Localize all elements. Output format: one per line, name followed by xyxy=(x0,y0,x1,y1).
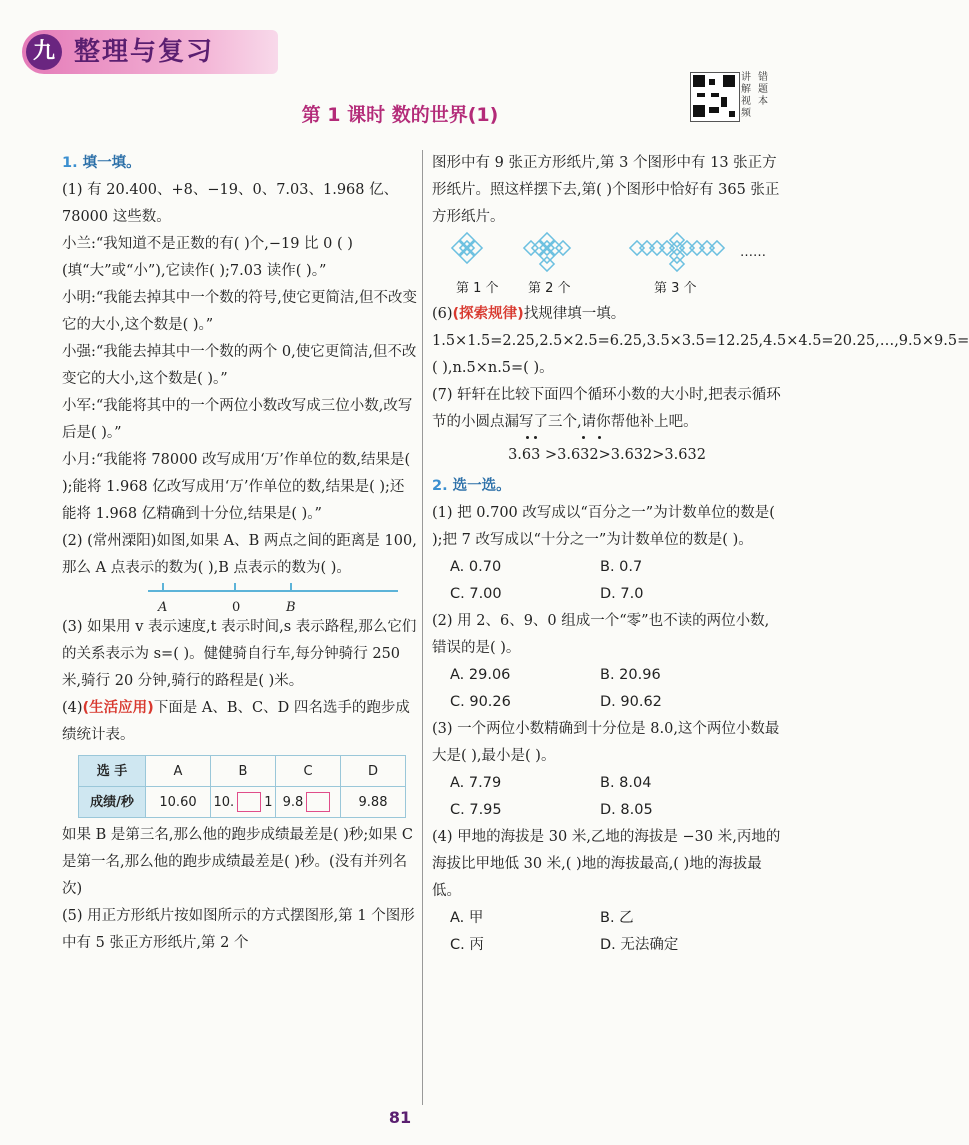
figure-label-3: 第 3 个 xyxy=(654,281,697,296)
option-c[interactable]: C. 丙 xyxy=(450,937,484,953)
part7-expression: 3.63 >3.632>3.632>3.632 xyxy=(508,447,706,463)
column-divider xyxy=(422,150,423,1105)
part7: (7) 轩轩在比较下面四个循环小数的大小时,把表示循环节的小圆点漏写了三个,请你帮他补上吧。 xyxy=(432,387,781,430)
square-pattern-figure xyxy=(432,231,782,275)
label-a: A xyxy=(158,600,168,615)
option-a[interactable]: A. 甲 xyxy=(450,910,484,926)
part6-text: 找规律填一填。 xyxy=(523,306,626,322)
header-player: 选 手 xyxy=(79,756,146,787)
q1-part4 xyxy=(62,695,417,749)
header-score: 成绩/秒 xyxy=(79,787,146,818)
q1-part4-question: 如果 B 是第三名,那么他的跑步成绩最差是( )秒;如果 C 是第一名,那么他的跑步成绩最差是( )秒。(没有并列名次) xyxy=(62,827,413,897)
part4-tag: (生活应用) xyxy=(82,700,154,716)
option-d[interactable]: D. 7.0 xyxy=(600,586,644,602)
q2-number: 2. xyxy=(432,478,448,494)
option-a[interactable]: A. 7.79 xyxy=(450,775,502,791)
q2-heading xyxy=(432,473,782,500)
part6-tag: (探索规律) xyxy=(452,306,524,322)
part6-label: (6) xyxy=(432,306,453,322)
q2-sub2-options xyxy=(450,662,782,716)
part4-label: (4) xyxy=(62,700,83,716)
q1-xiaolan: 小兰:“我知道不是正数的有( )个,−19 比 0 ( )(填“大”或“小”),它读作( );7.03 读作( )。” xyxy=(62,236,353,279)
option-b[interactable]: B. 8.04 xyxy=(600,775,652,791)
q1-number: 1. xyxy=(62,155,78,171)
chapter-title: 整理与复习 xyxy=(74,37,215,67)
option-c[interactable]: C. 90.26 xyxy=(450,694,511,710)
qr-video-label: 讲解视频 xyxy=(741,72,751,119)
repeat-dots xyxy=(432,436,782,446)
repeat-dot xyxy=(534,436,537,439)
q1-part3: (3) 如果用 v 表示速度,t 表示时间,s 表示路程,那么它们的关系表示为 s=( )。健健骑自行车,每分钟骑行 250 米,骑行 20 分钟,骑行的路程是( )米。 xyxy=(62,619,417,689)
q1-xiaoyue: 小月:“我能将 78000 改写成用‘万’作单位的数,结果是( );能将 1.968 亿改写成用‘万’作单位的数,结果是( );还能将 1.968 亿精确到十分位,结果是( )。” xyxy=(62,452,411,522)
q2-title: 选一选。 xyxy=(452,478,511,494)
q2-sub4: (4) 甲地的海拔是 30 米,乙地的海拔是 −30 米,丙地的海拔比甲地低 30 米,( )地的海拔最高,( )地的海拔最低。 xyxy=(432,829,781,899)
figure-ellipsis: …… xyxy=(740,245,766,260)
page-number: 81 xyxy=(388,1108,412,1127)
q2-sub1-options xyxy=(450,554,782,608)
chapter-tag xyxy=(22,30,278,74)
score-b-suffix: 1 xyxy=(264,794,273,810)
option-d[interactable]: D. 8.05 xyxy=(600,802,653,818)
score-b-prefix: 10. xyxy=(213,794,235,810)
qr-mistake-label: 错题本 xyxy=(758,72,768,107)
q1-xiaojun: 小军:“我能将其中的一个两位小数改写成三位小数,改写后是( )。” xyxy=(62,398,413,441)
cell-player-d: D xyxy=(341,756,406,787)
cell-score-c xyxy=(276,787,341,818)
cell-score-a: 10.60 xyxy=(146,787,211,818)
tick-a xyxy=(162,583,164,592)
q2-sub4-options xyxy=(450,905,782,959)
cell-score-b xyxy=(211,787,276,818)
part6-body: 1.5×1.5=2.25,2.5×2.5=6.25,3.5×3.5=12.25,4.5×4.5=20.25,…,9.5×9.5=( ),n.5×n.5=( )。 xyxy=(432,333,969,376)
chapter-number: 九 xyxy=(26,34,62,70)
tick-zero xyxy=(234,583,236,592)
table-row xyxy=(79,756,406,787)
option-a[interactable]: A. 0.70 xyxy=(450,559,502,575)
number-line-axis xyxy=(148,590,398,592)
part6-heading xyxy=(432,301,782,328)
option-d[interactable]: D. 无法确定 xyxy=(600,937,679,953)
score-c-prefix: 9.8 xyxy=(282,794,304,810)
table-row xyxy=(79,787,406,818)
q2-sub3: (3) 一个两位小数精确到十分位是 8.0,这个两位小数最大是( ),最小是( )。 xyxy=(432,721,780,764)
q1-xiaoqiang: 小强:“我能去掉其中一个数的两个 0,使它更简洁,但不改变它的大小,这个数是( )。” xyxy=(62,344,417,387)
cell-player-c: C xyxy=(276,756,341,787)
option-a[interactable]: A. 29.06 xyxy=(450,667,511,683)
option-c[interactable]: C. 7.00 xyxy=(450,586,502,602)
q1-heading xyxy=(62,150,417,177)
cell-player-b: B xyxy=(211,756,276,787)
option-b[interactable]: B. 0.7 xyxy=(600,559,643,575)
q1-xiaoming: 小明:“我能去掉其中一个数的符号,使它更简洁,但不改变它的大小,这个数是( )。” xyxy=(62,290,418,333)
label-b: B xyxy=(286,600,296,615)
label-zero: 0 xyxy=(232,600,241,615)
score-table xyxy=(78,755,406,818)
blank-box[interactable] xyxy=(306,792,330,812)
figure-1 xyxy=(452,233,482,263)
repeat-dot xyxy=(582,436,585,439)
figure-2 xyxy=(524,225,570,271)
q2-sub2: (2) 用 2、6、9、0 组成一个“零”也不读的两位小数,错误的是( )。 xyxy=(432,613,770,656)
figure-3 xyxy=(630,233,724,271)
figure-label-2: 第 2 个 xyxy=(528,281,571,296)
q2-sub3-options xyxy=(450,770,782,824)
q1-part1: (1) 有 20.400、+8、−19、0、7.03、1.968 亿、78000 这些数。 xyxy=(62,182,399,225)
repeat-dot xyxy=(598,436,601,439)
part5-continued: 图形中有 9 张正方形纸片,第 3 个图形中有 13 张正方形纸片。照这样摆下去,第( )个图形中恰好有 365 张正方形纸片。 xyxy=(432,155,780,225)
cell-player-a: A xyxy=(146,756,211,787)
tick-b xyxy=(290,583,292,592)
right-column xyxy=(432,150,969,959)
q1-part5: (5) 用正方形纸片按如图所示的方式摆图形,第 1 个图形中有 5 张正方形纸片,第 2 个 xyxy=(62,908,415,951)
part4-text: 下面是 A、B、C、D 四名选手的跑步成绩统计表。 xyxy=(62,700,410,743)
q1-title: 填一填。 xyxy=(82,155,141,171)
option-b[interactable]: B. 20.96 xyxy=(600,667,661,683)
left-column xyxy=(62,150,417,957)
q1-part2: (2) (常州溧阳)如图,如果 A、B 两点之间的距离是 100,那么 A 点表示的数为( ),B 点表示的数为( )。 xyxy=(62,533,417,576)
option-c[interactable]: C. 7.95 xyxy=(450,802,502,818)
figure-label-1: 第 1 个 xyxy=(456,281,499,296)
blank-box[interactable] xyxy=(237,792,261,812)
repeat-dot xyxy=(526,436,529,439)
number-line xyxy=(62,582,417,614)
lesson-title: 第 1 课时 数的世界(1) xyxy=(301,104,499,126)
cell-score-d: 9.88 xyxy=(341,787,406,818)
q2-sub1: (1) 把 0.700 改写成以“百分之一”为计数单位的数是( );把 7 改写成以“十分之一”为计数单位的数是( )。 xyxy=(432,505,775,548)
option-d[interactable]: D. 90.62 xyxy=(600,694,662,710)
pattern-figures xyxy=(432,231,782,301)
option-b[interactable]: B. 乙 xyxy=(600,910,634,926)
